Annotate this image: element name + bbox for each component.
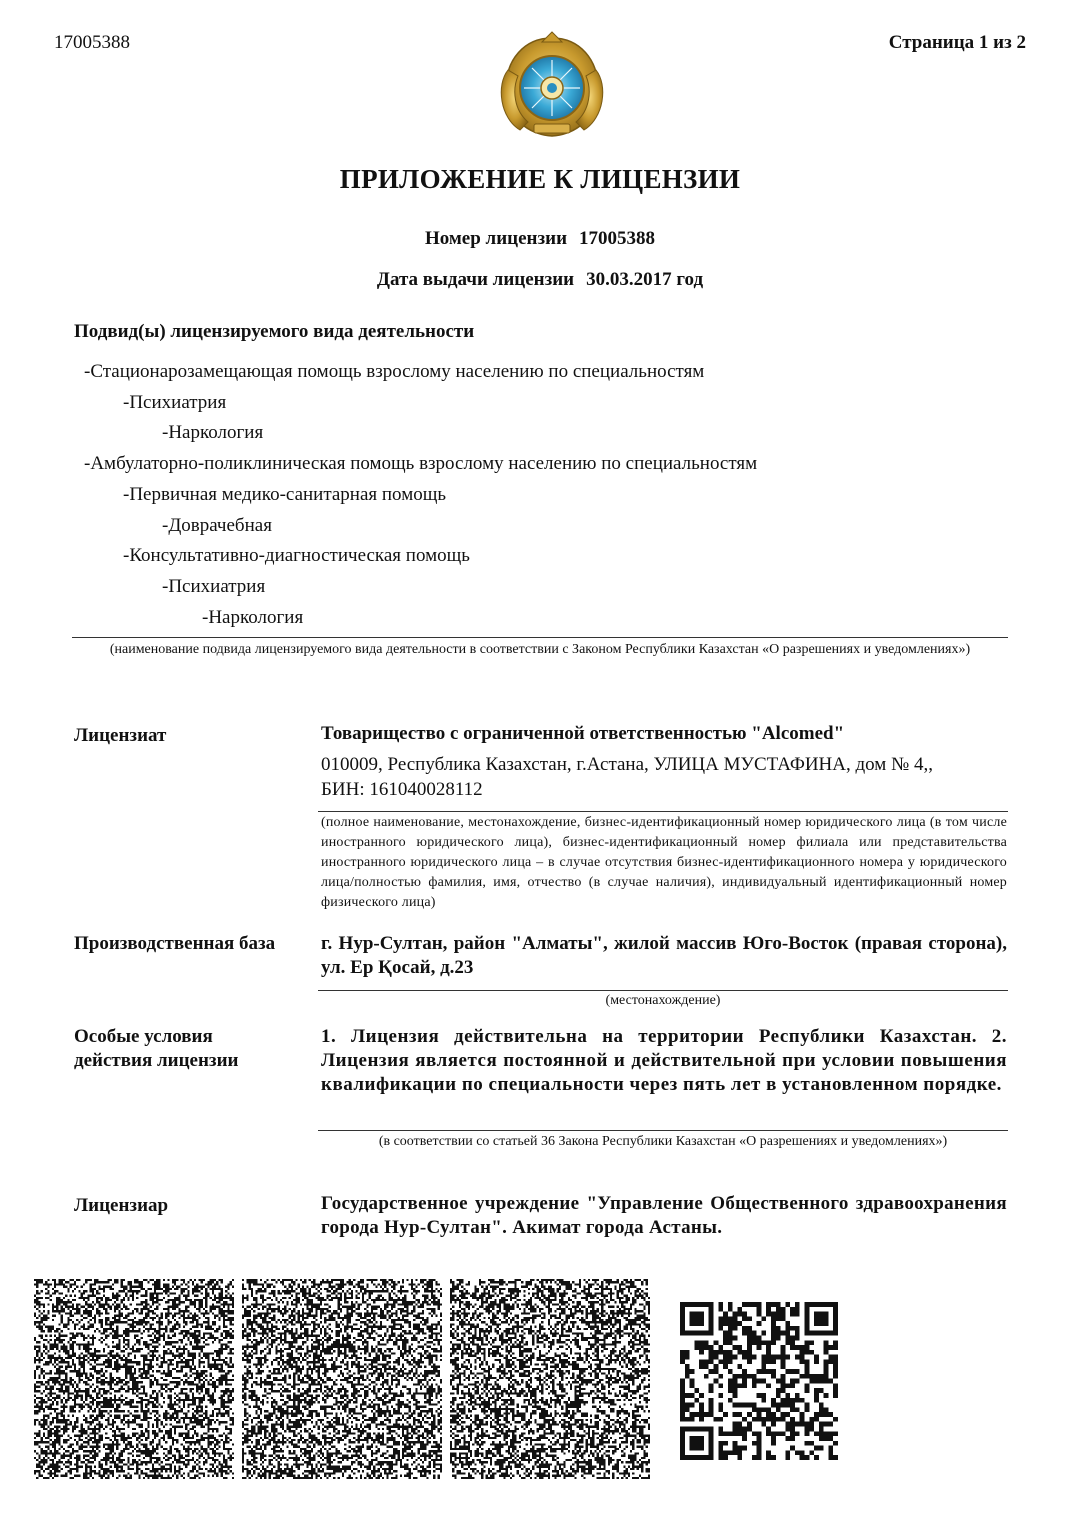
subtype-item: -Стационарозамещающая помощь взрослому населению по специальностям [84, 361, 705, 382]
licensor-label: Лицензиар [74, 1195, 169, 1216]
license-number-line [0, 228, 1080, 250]
divider [318, 811, 1008, 812]
divider [72, 637, 1008, 638]
licensee-caption: (полное наименование, местонахождение, бизнес-идентификационный номер юридического лица (в том числе иностранного юридического лица), бизнес-идентификационный номер филиала или представительства иностранного юридического лица – в случае отсутствия бизнес-идентификационного номера у юридического лица/полностью фамилия, имя, отчество (в случае наличия), индивидуальный идентификационный номер физического лица) [321, 815, 1007, 910]
subtype-item: -Наркология [202, 606, 304, 628]
licensor-value: Государственное учреждение "Управление Общественного здравоохранения города Нур-Султан". Акимат города Астаны. [321, 1193, 1007, 1238]
issue-date-label: Дата выдачи лицензии [376, 269, 575, 290]
data-matrix-code-1 [34, 1279, 234, 1479]
licensee-label: Лицензиат [74, 725, 167, 746]
production-base-caption: (местонахождение) [605, 993, 721, 1008]
licensee-bin: БИН: 161040028112 [321, 779, 483, 800]
production-base-label: Производственная база [74, 933, 276, 954]
subtype-item: -Наркология [162, 422, 264, 444]
document-number: 17005388 [54, 32, 130, 53]
special-conditions-label-line1: Особые условия [74, 1026, 213, 1047]
special-conditions-label [74, 1025, 238, 1073]
subtype-item: -Психиатрия [162, 575, 266, 597]
subtype-item: -Консультативно-диагностическая помощь [123, 545, 470, 567]
state-emblem-icon [494, 30, 610, 142]
subtype-item: -Амбулаторно-поликлиническая помощь взрослому населению по специальностям [84, 453, 758, 475]
licensee-address: 010009, Республика Казахстан, г.Астана, УЛИЦА МУСТАФИНА, дом № 4,, [321, 754, 933, 775]
divider [318, 1130, 1008, 1131]
special-conditions-value: 1. Лицензия действительна на территории Республики Казахстан. 2. Лицензия является постоянной и действительной при условии повышения квалификации по специальности через пять лет в установленном порядке. [321, 1026, 1007, 1095]
subtype-item: -Первичная медико-санитарная помощь [123, 483, 447, 505]
subtype-item: -Психиатрия [123, 391, 227, 413]
license-number-value: 17005388 [579, 228, 656, 249]
subtype-item: -Доврачебная [162, 514, 272, 536]
page-indicator: Страница 1 из 2 [888, 32, 1026, 53]
subtypes-heading: Подвид(ы) лицензируемого вида деятельности [74, 321, 475, 342]
qr-code [680, 1302, 838, 1460]
issue-date-value: 30.03.2017 год [586, 269, 704, 290]
data-matrix-code-2 [242, 1279, 442, 1479]
special-conditions-label-line2: действия лицензии [74, 1050, 239, 1071]
licensee-name: Товарищество с ограниченной ответственностью "Alcomed" [321, 723, 845, 744]
document-title: ПРИЛОЖЕНИЕ К ЛИЦЕНЗИИ [339, 164, 741, 194]
special-conditions-caption: (в соответствии со статьей 36 Закона Республики Казахстан «О разрешениях и уведомлениях») [378, 1134, 948, 1149]
subtypes-caption: (наименование подвида лицензируемого вида деятельности в соответствии с Законом Республики Казахстан «О разрешениях и уведомлениях») [109, 642, 971, 657]
production-base-value: г. Нур-Султан, район "Алматы", жилой массив Юго-Восток (правая сторона), ул. Ер Қосай, д.23 [321, 933, 1007, 978]
issue-date-line [0, 269, 1080, 291]
data-matrix-code-3 [450, 1279, 650, 1479]
license-number-label: Номер лицензии [424, 228, 568, 249]
